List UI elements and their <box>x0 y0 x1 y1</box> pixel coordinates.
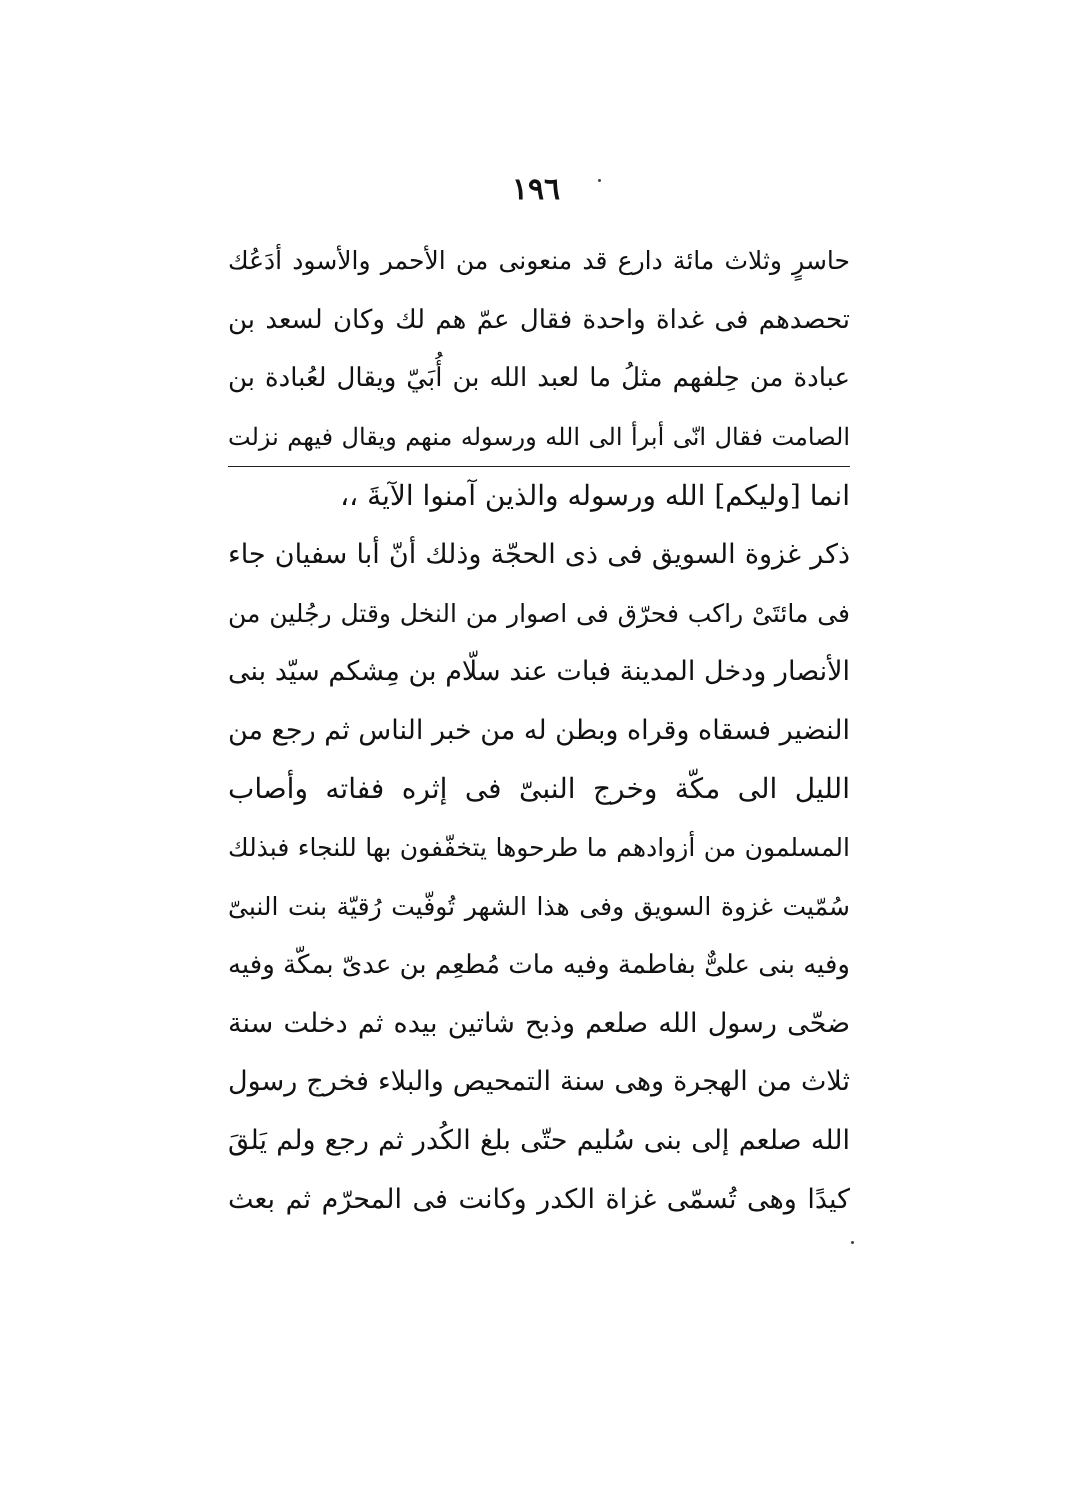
text-line: وفيه بنى علىٌّ بفاطمة وفيه مات مُطعِم بن عدىّ بمكّة وفيه <box>228 950 850 981</box>
text-line: الصامت فقال انّى أبرأ الى الله ورسوله منهم ويقال فيهم نزلت <box>228 422 850 451</box>
text-line: حاسرٍ وثلاث مائة دارع قد منعونى من الأحمر والأسود أدَعُك <box>228 246 850 275</box>
scan-speck <box>851 1241 854 1244</box>
text-line: عبادة من حِلفهم مثلُ ما لعبد الله بن أُبَيّ ويقال لعُبادة بن <box>228 363 850 394</box>
text-line: ضحّى رسول الله صلعم وذبح شاتين بيده ثم دخلت سنة <box>228 1007 850 1039</box>
text-line: تحصدهم فى غداة واحدة فقال عمّ هم لك وكان لسعد بن <box>228 304 850 335</box>
text-line: الله صلعم إلى بنى سُليم حتّى بلغ الكُدر ثم رجع ولم يَلقَ <box>228 1124 850 1156</box>
page-number: ١٩٦ <box>511 172 561 207</box>
text-line: فى مائتَىْ راكب فحرّق فى اصوار من النخل وقتل رجُلين من <box>228 598 850 628</box>
text-line: انما [وليكم] الله ورسوله والذين آمنوا الآيةَ ،، <box>340 479 850 513</box>
text-line: كيدًا وهى تُسمّى غزاة الكدر وكانت فى المحرّم ثم بعث <box>228 1183 850 1215</box>
text-line: ذكر غزوة السويق فى ذى الحجّة وذلك أنّ أبا سفيان جاء <box>228 538 850 570</box>
scan-speck <box>598 179 601 182</box>
text-line: المسلمون من أزوادهم ما طرحوها يتخفّفون بها للنجاء فبذلك <box>228 832 850 862</box>
text-line: الليل الى مكّة وخرج النبىّ فى إثره ففاته وأصاب <box>228 772 850 806</box>
text-line: ثلاث من الهجرة وهى سنة التمحيص والبلاء فخرج رسول <box>228 1066 850 1098</box>
main-text-block <box>228 232 850 1229</box>
text-line: سُمّيت غزوة السويق وفى هذا الشهر تُوفّيت رُقيّة بنت النبىّ <box>228 891 850 921</box>
text-line: النضير فسقاه وقراه وبطن له من خبر الناس ثم رجع من <box>228 714 850 746</box>
text-line: الأنصار ودخل المدينة فبات عند سلّام بن مِشكم سيّد بنى <box>228 656 850 688</box>
